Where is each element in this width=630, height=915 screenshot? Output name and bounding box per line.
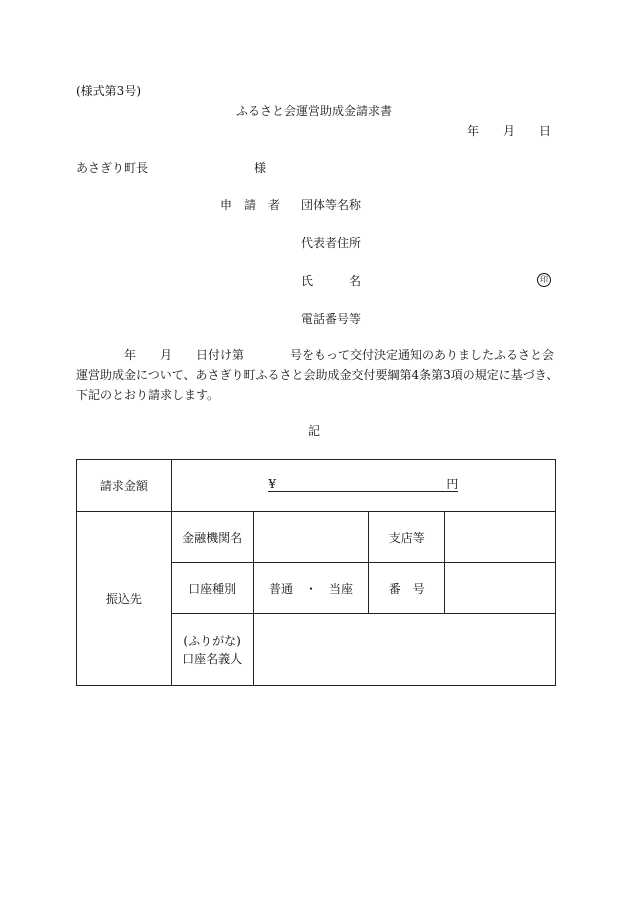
date-month: 月 (503, 124, 516, 138)
branch-label: 支店等 (369, 512, 445, 563)
ki-label: 記 (308, 424, 321, 438)
number-label: 番 号 (369, 563, 445, 614)
addressee-name: あさぎり町長 (76, 161, 149, 175)
account-type-field[interactable]: 普通 ・ 当座 (253, 563, 369, 614)
amount-underline (268, 477, 458, 492)
request-paragraph (76, 345, 559, 405)
phone-label: 電話番号等 (301, 312, 362, 326)
holder-field[interactable] (253, 614, 555, 686)
transfer-label: 振込先 (77, 512, 172, 686)
holder-label: 口座名義人 (182, 651, 243, 666)
paragraph-line-2: 運営助成金について、あさぎり町ふるさと会助成金交付要綱第4条第3項の規定に基づき、 (76, 368, 559, 382)
account-type-label: 口座種別 (171, 563, 253, 614)
paragraph-line-1 (76, 345, 556, 365)
request-table (76, 459, 556, 686)
amount-field[interactable] (171, 460, 555, 512)
rep-address-label: 代表者住所 (301, 236, 362, 250)
number-field[interactable] (445, 563, 556, 614)
org-name-label: 団体等名称 (301, 198, 362, 212)
yen-unit: 円 (446, 476, 459, 491)
kana-label: (ふりがな) (183, 633, 241, 648)
bank-row (77, 512, 556, 563)
bank-label: 金融機関名 (171, 512, 253, 563)
form-number: (様式第3号) (76, 84, 141, 98)
name-label: 氏 名 (301, 274, 362, 288)
bank-field[interactable] (253, 512, 369, 563)
para-notice: 号をもって交付決定通知のありましたふるさと会 (290, 348, 555, 362)
amount-label: 請求金額 (77, 460, 172, 512)
addressee-honorific: 様 (254, 161, 267, 175)
date-year: 年 (467, 124, 480, 138)
page-title: ふるさと会運営助成金請求書 (236, 104, 393, 118)
applicant-label: 申 請 者 (220, 198, 281, 212)
date-day: 日 (539, 124, 552, 138)
para-year: 年 (124, 348, 137, 362)
yen-symbol: ¥ (268, 476, 276, 491)
holder-label-cell (171, 614, 253, 686)
amount-row (77, 460, 556, 512)
paragraph-line-3: 下記のとおり請求します。 (76, 388, 220, 402)
seal-icon: 印 (537, 273, 551, 287)
para-date-no: 日付け第 (196, 348, 245, 362)
para-month: 月 (160, 348, 173, 362)
branch-field[interactable] (445, 512, 556, 563)
